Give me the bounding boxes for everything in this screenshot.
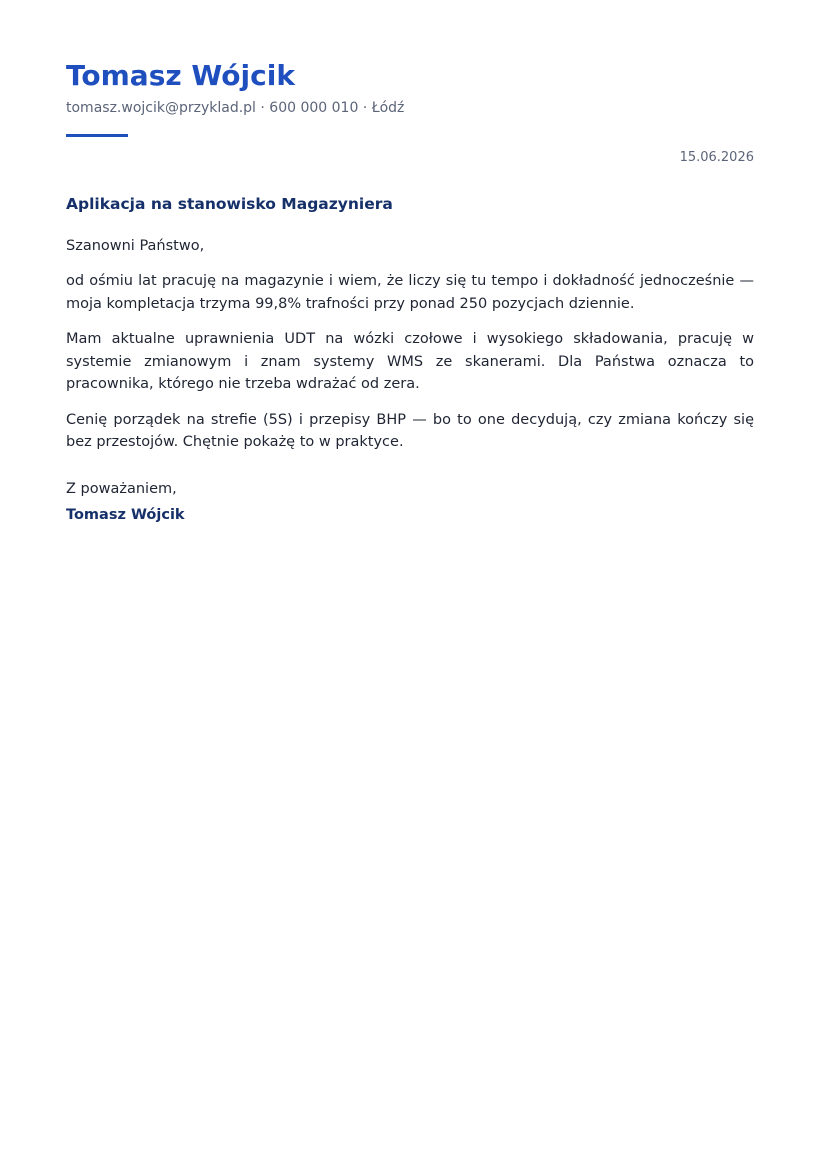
letter-greeting: Szanowni Państwo, [66, 238, 205, 254]
letter-closing: Z poważaniem, [66, 480, 177, 497]
letter-paragraph-3: Cenię porządek na strefie (5S) i przepisy BHP — bo to one decydują, czy zmiana kończy się bez przestojów. Chętnie pokażę to w praktyce. [66, 411, 754, 450]
contact-info: tomasz.wojcik@przyklad.pl · 600 000 010 · Łódź [66, 100, 405, 116]
letter-date: 15.06.2026 [679, 150, 754, 165]
header-accent-divider [66, 134, 128, 137]
letter-signature: Tomasz Wójcik [66, 506, 185, 523]
letter-paragraph-2: Mam aktualne uprawnienia UDT na wózki czołowe i wysokiego składowania, pracuję w systemie zmianowym i znam systemy WMS ze skanerami. Dla Państwa oznacza to pracownika, którego nie trzeba wdrażać od zera. [66, 331, 754, 392]
applicant-name: Tomasz Wójcik [66, 59, 295, 92]
letter-paragraph-1: od ośmiu lat pracuję na magazynie i wiem, że liczy się tu tempo i dokładność jednocześnie — moja kompletacja trzyma 99,8% trafności przy ponad 250 pozycjach dziennie. [66, 273, 754, 312]
letter-subject: Aplikacja na stanowisko Magazyniera [66, 195, 393, 213]
